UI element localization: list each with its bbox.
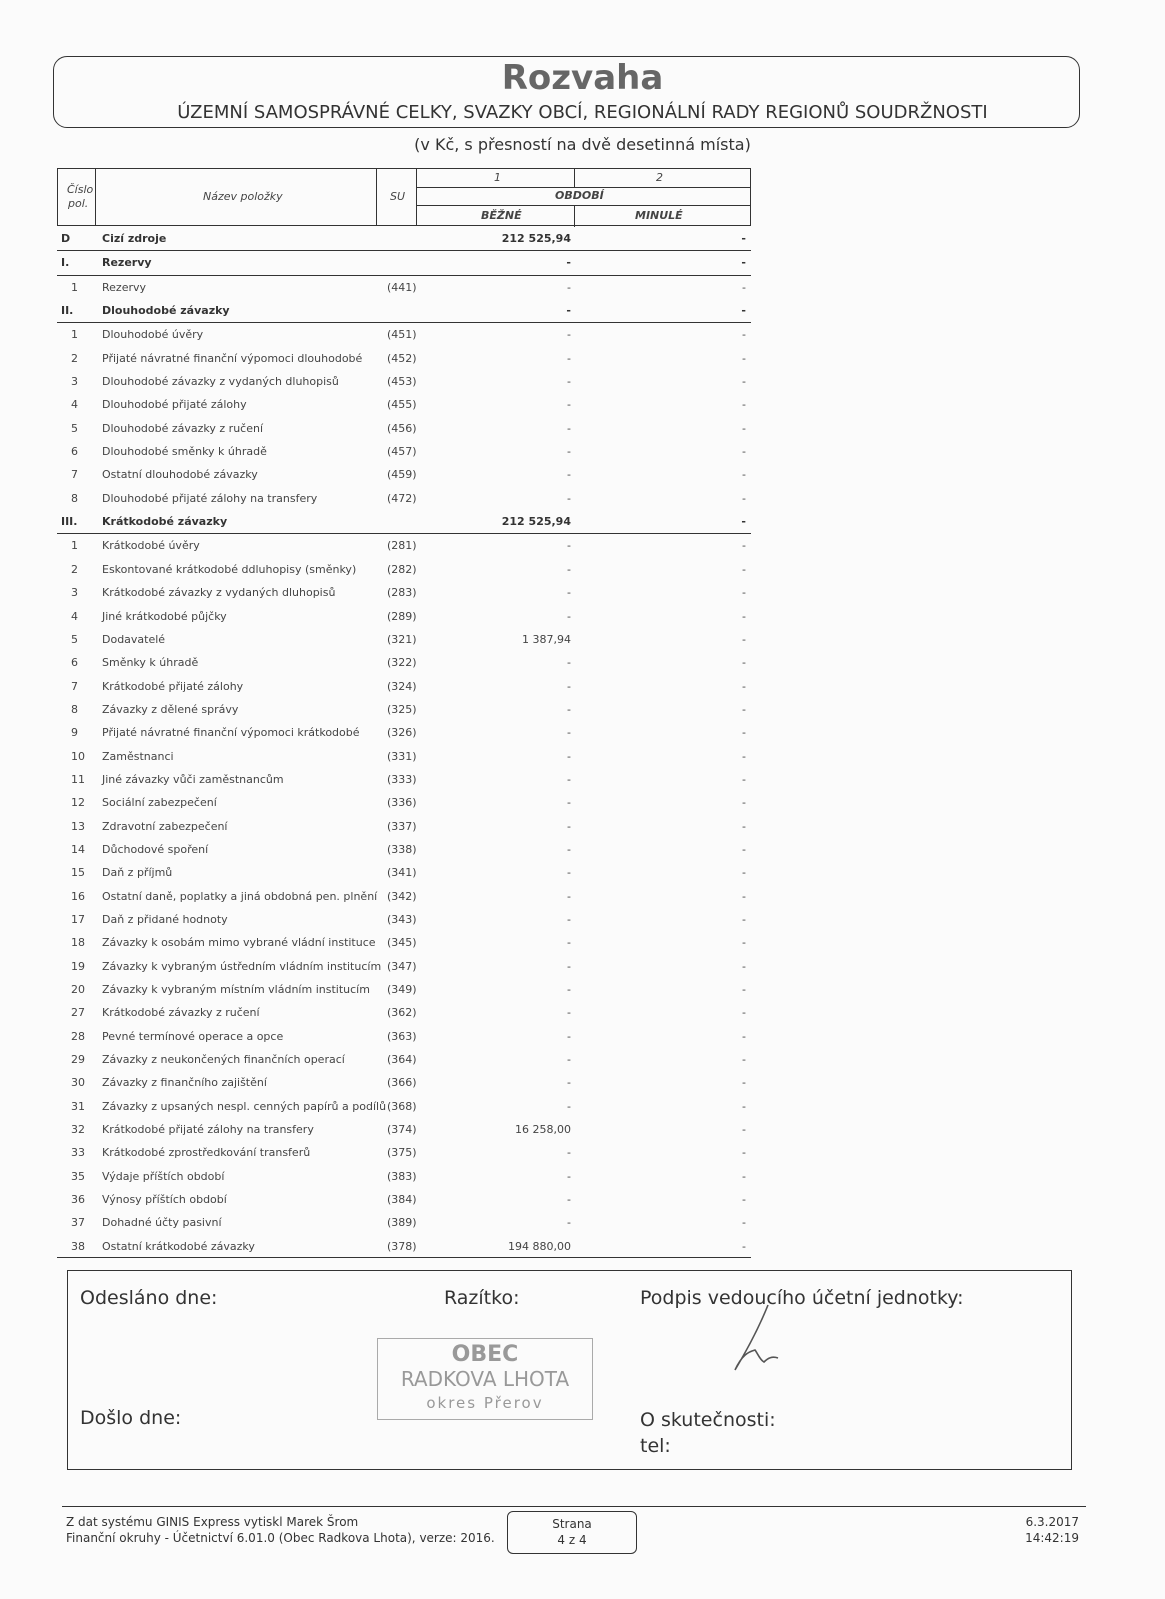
table-row [57,393,751,416]
row-previous: - [742,351,746,365]
row-current: - [567,1146,571,1160]
row-su: (322) [387,656,417,670]
row-name: Směnky k úhradě [102,656,199,670]
table-row [57,605,751,628]
row-name: Dlouhodobé závazky [102,304,230,318]
row-current: - [567,702,571,716]
row-previous: - [742,445,746,459]
row-number: 6 [71,656,78,670]
row-current: - [567,983,571,996]
row-previous: - [742,749,746,763]
row-number: 14 [71,842,85,856]
table-row [57,1118,751,1141]
table-row [57,1235,751,1258]
row-name: Dlouhodobé přijaté zálohy [102,398,247,412]
tel-label: tel: [640,1435,671,1457]
header-col1-num: 1 [494,171,501,184]
row-current: - [566,304,571,318]
row-su: (452) [387,351,417,365]
row-su: (362) [387,1006,417,1020]
row-current: 212 525,94 [501,232,571,245]
section-row [57,299,751,323]
row-number: 3 [71,586,78,600]
row-su: (384) [387,1193,417,1207]
row-previous: - [742,375,746,389]
row-name: Jiné závazky vůči zaměstnancům [102,772,284,786]
row-name: Dlouhodobé závazky z ručení [102,421,264,435]
row-name: Závazky z finančního zajištění [102,1076,267,1090]
stamp-line2: RADKOVA LHOTA [400,1367,570,1391]
row-number: 11 [71,772,85,786]
table-row [57,791,751,814]
row-current: - [567,562,571,576]
row-su: (282) [387,562,417,576]
header-previous: MINULÉ [635,209,683,222]
row-name: Zaměstnanci [102,749,174,763]
header-su: SU [390,190,406,203]
table-row [57,1211,751,1234]
row-number: II. [61,304,74,318]
row-previous: - [742,772,746,786]
row-number: 1 [71,539,78,553]
row-su: (324) [387,679,417,693]
table-row [57,651,751,674]
row-number: 29 [71,1053,85,1067]
row-current: 212 525,94 [501,515,571,529]
row-su: (455) [387,398,417,412]
row-su: (345) [387,936,417,950]
row-su: (342) [387,889,417,903]
row-previous: - [742,1053,746,1067]
table-row [57,721,751,744]
row-name: Krátkodobé závazky z ručení [102,1006,260,1020]
row-current: - [566,256,571,270]
table-row [57,558,751,581]
row-su: (383) [387,1169,417,1183]
row-name: Přijaté návratné finanční výpomoci dlouhodobé [102,351,363,365]
row-previous: - [742,889,746,903]
row-previous: - [742,1146,746,1160]
row-previous: - [741,256,746,270]
row-name: Cizí zdroje [102,232,167,245]
print-date: 6.3.2017 [1025,1515,1079,1529]
footer-right [1025,1514,1079,1546]
row-su: (289) [387,609,417,623]
footer-printed-by: Z dat systému GINIS Express vytiskl Marek Šrom [66,1515,359,1529]
row-su: (378) [387,1239,417,1253]
row-number: 9 [71,726,78,740]
print-time: 14:42:19 [1025,1531,1079,1545]
row-previous: - [742,1076,746,1090]
row-current: - [567,842,571,856]
row-name: Ostatní dlouhodobé závazky [102,468,258,482]
row-name: Dodavatelé [102,632,166,646]
footer-divider [62,1506,1086,1507]
table-row [57,1095,751,1118]
row-name: Závazky k vybraným místním vládním institucím [102,983,370,996]
table-row [57,1071,751,1094]
row-previous: - [742,421,746,435]
row-previous: - [742,1029,746,1043]
header-num-line2: pol. [68,197,89,210]
table-row [57,347,751,370]
table-row [57,908,751,931]
row-previous: - [742,1193,746,1207]
table-row [57,698,751,721]
row-previous: - [742,983,746,996]
row-su: (337) [387,819,417,833]
row-name: Závazky z dělené správy [102,702,239,716]
row-previous: - [742,656,746,670]
row-previous: - [741,304,746,318]
received-date-label: Došlo dne: [80,1407,182,1429]
row-number: 1 [71,280,78,294]
row-su: (389) [387,1216,417,1230]
row-su: (453) [387,375,417,389]
row-number: 12 [71,796,85,810]
row-previous: - [742,819,746,833]
handwritten-signature [730,1300,800,1380]
row-number: 13 [71,819,85,833]
table-row [57,628,751,651]
row-number: 35 [71,1169,85,1183]
row-previous: - [742,702,746,716]
row-name: Přijaté návratné finanční výpomoci krátkodobé [102,726,360,740]
head-signature-label: Podpis vedoucího účetní jednotky: [640,1287,964,1309]
row-number: 18 [71,936,85,950]
row-number: 8 [71,702,78,716]
row-current: - [567,491,571,505]
row-current: - [567,328,571,342]
row-name: Výnosy příštích období [102,1193,227,1207]
table-row [57,1025,751,1048]
row-current: 16 258,00 [515,1123,571,1137]
row-current: - [567,1029,571,1043]
row-name: Dlouhodobé závazky z vydaných dluhopisů [102,375,339,389]
table-row [57,675,751,698]
row-number: 6 [71,445,78,459]
row-su: (283) [387,586,417,600]
footer-system: Finanční okruhy - Účetnictví 6.01.0 (Obec Radkova Lhota), verze: 2016. [66,1531,495,1545]
row-su: (441) [387,280,417,294]
row-su: (375) [387,1146,417,1160]
row-number: 31 [71,1099,85,1113]
row-su: (366) [387,1076,417,1090]
row-su: (341) [387,866,417,880]
table-row [57,463,751,486]
row-previous: - [742,586,746,600]
row-current: - [567,468,571,482]
row-current: - [567,609,571,623]
table-row [57,417,751,440]
official-stamp [377,1338,593,1420]
row-name: Ostatní daně, poplatky a jiná obdobná pen. plnění [102,889,378,903]
row-previous: - [741,515,746,529]
row-previous: - [742,912,746,926]
table-row [57,534,751,557]
row-current: - [567,586,571,600]
row-current: - [567,749,571,763]
row-current: - [567,1006,571,1020]
row-name: Sociální zabezpečení [102,796,217,810]
page-indicator [507,1511,637,1554]
row-previous: - [742,679,746,693]
row-current: 194 880,00 [508,1239,571,1253]
row-number: 27 [71,1006,85,1020]
table-row [57,440,751,463]
header-num-line1: Číslo [67,183,94,196]
row-name: Závazky k vybraným ústředním vládním institucím [102,959,382,973]
row-number: 30 [71,1076,85,1090]
row-su: (457) [387,445,417,459]
table-row [57,931,751,954]
row-number: 2 [71,351,78,365]
row-previous: - [742,1239,746,1253]
row-current: - [567,796,571,810]
row-previous: - [742,468,746,482]
row-su: (374) [387,1123,417,1137]
row-name: Krátkodobé přijaté zálohy na transfery [102,1123,314,1137]
row-previous: - [742,398,746,412]
row-number: 33 [71,1146,85,1160]
row-name: Daň z přidané hodnoty [102,912,228,926]
row-number: 28 [71,1029,85,1043]
row-current: 1 387,94 [522,632,571,646]
stamp-label: Razítko: [444,1287,520,1309]
row-current: - [567,656,571,670]
row-name: Zdravotní zabezpečení [102,819,228,833]
row-current: - [567,421,571,435]
row-previous: - [742,796,746,810]
row-name: Dlouhodobé přijaté zálohy na transfery [102,491,318,505]
balance-table-body [57,227,751,1258]
row-number: 16 [71,889,85,903]
row-number: 20 [71,983,85,996]
section-row [57,251,751,275]
table-row [57,838,751,861]
table-row [57,1141,751,1164]
row-name: Ostatní krátkodobé závazky [102,1239,255,1253]
row-number: I. [61,256,70,270]
page-subtitle: ÚZEMNÍ SAMOSPRÁVNÉ CELKY, SVAZKY OBCÍ, REGIONÁLNÍ RADY REGIONŮ SOUDRŽNOSTI [177,102,988,123]
row-current: - [567,1193,571,1207]
row-name: Daň z příjmů [102,866,173,880]
table-row [57,581,751,604]
row-su: (363) [387,1029,417,1043]
units-note: (v Kč, s přesností na dvě desetinná místa) [414,135,751,154]
row-previous: - [741,232,746,245]
row-su: (325) [387,702,417,716]
row-current: - [567,1216,571,1230]
row-previous: - [742,632,746,646]
section-row [57,227,751,251]
row-number: 32 [71,1123,85,1137]
row-su: (472) [387,491,417,505]
row-current: - [567,1169,571,1183]
row-su: (456) [387,421,417,435]
row-su: (326) [387,726,417,740]
row-previous: - [742,328,746,342]
page-label: Strana [552,1517,592,1531]
row-su: (338) [387,842,417,856]
row-su: (331) [387,749,417,763]
row-number: 3 [71,375,78,389]
table-row [57,370,751,393]
row-su: (343) [387,912,417,926]
row-number: 5 [71,632,78,646]
row-previous: - [742,609,746,623]
row-name: Krátkodobé přijaté zálohy [102,679,244,693]
table-row [57,1188,751,1211]
stamp-line1: OBEC [451,1342,519,1367]
table-row [57,861,751,884]
reality-label: O skutečnosti: [640,1409,776,1431]
row-su: (459) [387,468,417,482]
row-current: - [567,889,571,903]
section-row [57,510,751,534]
row-name: Dlouhodobé úvěry [102,328,204,342]
row-current: - [567,1099,571,1113]
row-name: Rezervy [102,280,146,294]
row-number: 36 [71,1193,85,1207]
row-name: Dlouhodobé směnky k úhradě [102,445,267,459]
row-name: Závazky k osobám mimo vybrané vládní instituce [102,936,376,950]
table-row [57,1165,751,1188]
table-row [57,487,751,510]
row-number: 8 [71,491,78,505]
sent-date-label: Odesláno dne: [80,1287,218,1309]
row-previous: - [742,866,746,880]
row-previous: - [742,1123,746,1137]
row-number: III. [61,515,78,529]
row-current: - [567,819,571,833]
row-current: - [567,679,571,693]
row-number: D [61,232,71,245]
row-previous: - [742,1099,746,1113]
table-row [57,1001,751,1024]
row-su: (336) [387,796,417,810]
row-su: (364) [387,1053,417,1067]
row-current: - [567,726,571,740]
row-number: 7 [71,679,78,693]
row-previous: - [742,562,746,576]
row-number: 17 [71,912,85,926]
row-current: - [567,1053,571,1067]
row-su: (451) [387,328,417,342]
row-current: - [567,866,571,880]
row-su: (368) [387,1099,417,1113]
header-period: OBDOBÍ [555,189,604,202]
row-name: Závazky z upsaných nespl. cenných papírů a podílů [102,1099,387,1113]
row-previous: - [742,280,746,294]
row-name: Důchodové spoření [102,842,209,856]
row-name: Eskontované krátkodobé ddluhopisy (směnky) [102,562,357,576]
row-current: - [567,539,571,553]
row-number: 37 [71,1216,85,1230]
row-previous: - [742,491,746,505]
row-current: - [567,351,571,365]
row-name: Pevné termínové operace a opce [102,1029,284,1043]
row-name: Rezervy [102,256,152,270]
table-row [57,1048,751,1071]
row-name: Krátkodobé závazky [102,515,228,529]
row-name: Dohadné účty pasivní [102,1216,222,1230]
row-number: 38 [71,1239,85,1253]
row-su: (347) [387,959,417,973]
table-row [57,745,751,768]
footer-left [66,1514,495,1546]
row-name: Závazky z neukončených finančních operací [102,1053,345,1067]
table-row [57,276,751,299]
page-value: 4 z 4 [557,1533,587,1547]
row-su: (349) [387,983,417,996]
table-header [57,168,751,226]
row-current: - [567,772,571,786]
row-previous: - [742,539,746,553]
row-current: - [567,398,571,412]
row-number: 4 [71,398,78,412]
row-previous: - [742,959,746,973]
row-number: 7 [71,468,78,482]
row-previous: - [742,1216,746,1230]
row-number: 4 [71,609,78,623]
row-current: - [567,936,571,950]
header-name: Název položky [203,190,283,203]
row-previous: - [742,936,746,950]
row-su: (281) [387,539,417,553]
row-previous: - [742,726,746,740]
row-su: (321) [387,632,417,646]
row-current: - [567,445,571,459]
row-current: - [567,959,571,973]
row-current: - [567,1076,571,1090]
header-col2-num: 2 [656,171,663,184]
table-row [57,978,751,1001]
header-current: BĚŽNÉ [481,209,522,222]
table-row [57,955,751,978]
table-row [57,815,751,838]
table-row [57,768,751,791]
table-row [57,885,751,908]
row-name: Krátkodobé úvěry [102,539,200,553]
row-previous: - [742,1169,746,1183]
row-name: Krátkodobé zprostředkování transferů [102,1146,311,1160]
row-number: 2 [71,562,78,576]
row-number: 1 [71,328,78,342]
row-current: - [567,280,571,294]
stamp-line3: okres Přerov [426,1394,544,1412]
row-su: (333) [387,772,417,786]
row-current: - [567,375,571,389]
row-number: 15 [71,866,85,880]
row-current: - [567,912,571,926]
table-row [57,323,751,346]
row-number: 10 [71,749,85,763]
row-number: 19 [71,959,85,973]
page-title: Rozvaha [501,58,664,98]
row-name: Jiné krátkodobé půjčky [102,609,227,623]
row-name: Výdaje příštích období [102,1169,225,1183]
row-previous: - [742,842,746,856]
row-number: 5 [71,421,78,435]
row-name: Krátkodobé závazky z vydaných dluhopisů [102,586,336,600]
row-previous: - [742,1006,746,1020]
